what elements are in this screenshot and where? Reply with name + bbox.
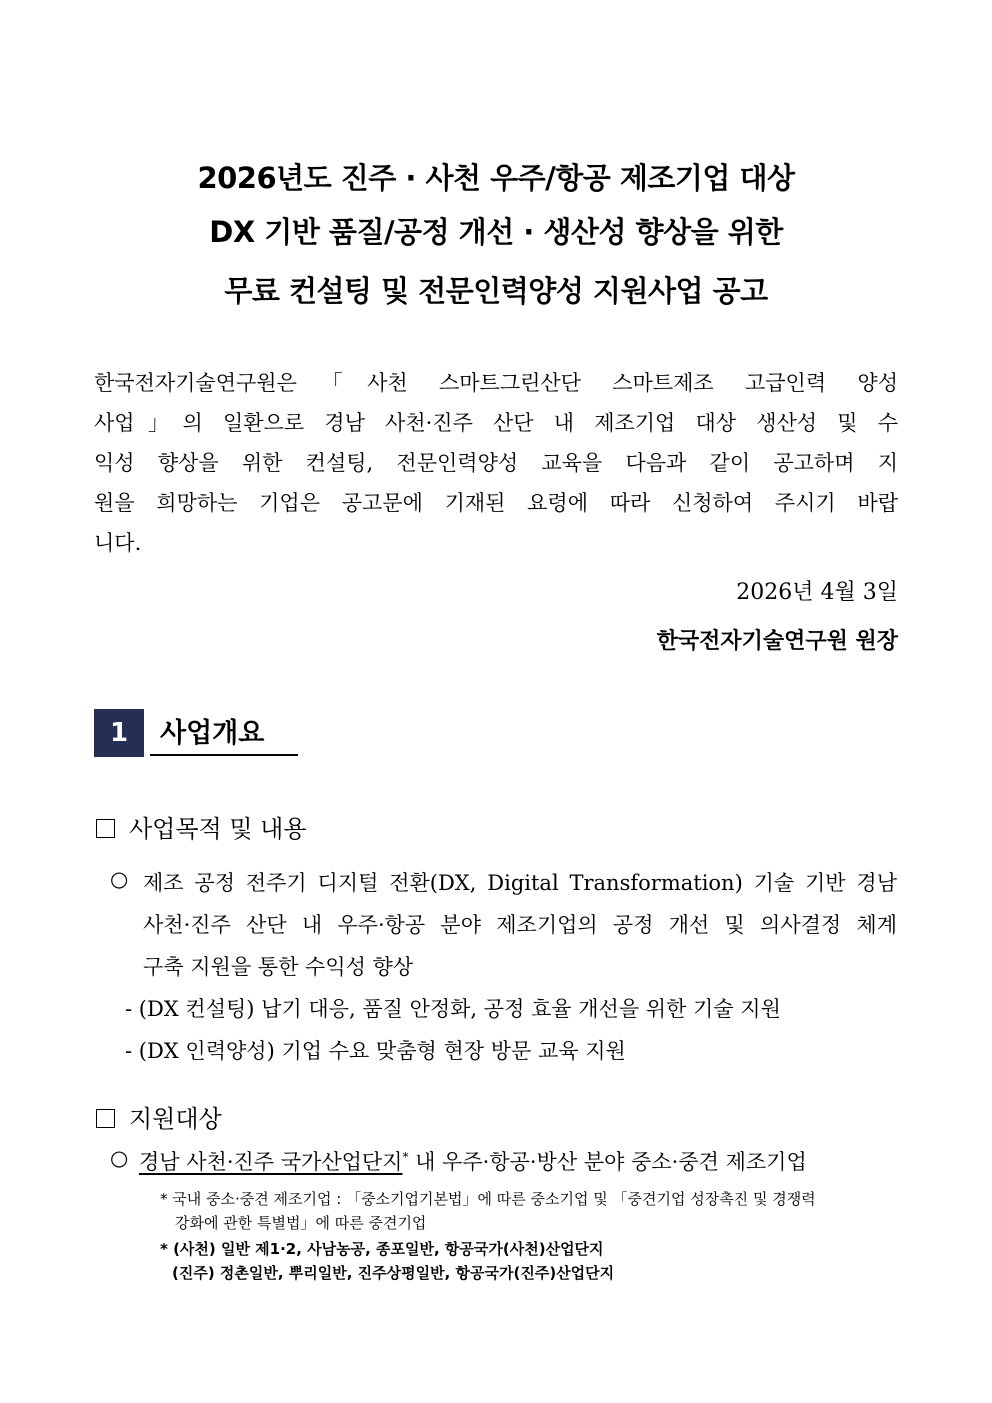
title-line-3: 무료 컨설팅 및 전문인력양성 지원사업 공고 bbox=[224, 274, 768, 308]
checkbox-square-icon bbox=[96, 819, 115, 838]
section-title: 사업개요 bbox=[160, 718, 265, 749]
purpose-heading-text: 사업목적 및 내용 bbox=[129, 815, 307, 843]
intro-line: 한국전자기술연구원은「사천 스마트그린산단 스마트제조 고급인력 양성 bbox=[94, 371, 898, 395]
purpose-bullet-mark: ○ bbox=[110, 867, 129, 891]
intro-line: 원을 희망하는 기업은 공고문에 기재된 요령에 따라 신청하여 주시기 바랍 bbox=[94, 491, 898, 515]
intro-line: 사업」의 일환으로 경남 사천·진주 산단 내 제조기업 대상 생산성 및 수 bbox=[94, 411, 898, 435]
footnote-line: 강화에 관한 특별법」에 따른 중견기업 bbox=[175, 1214, 427, 1232]
target-heading-text: 지원대상 bbox=[129, 1105, 222, 1133]
purpose-heading bbox=[96, 809, 307, 844]
footnote-line: * 국내 중소·중견 제조기업 : 「중소기업기본법」에 따른 중소기업 및 「중견기업 성장촉진 및 경쟁력 bbox=[160, 1190, 816, 1208]
target-bullet-mark: ○ bbox=[110, 1146, 129, 1170]
purpose-bullet-line: 제조 공정 전주기 디지털 전환(DX, Digital Transformation) 기술 기반 경남 bbox=[143, 871, 897, 895]
intro-paragraph bbox=[94, 363, 898, 563]
footnote-line: * (사천) 일반 제1·2, 사남농공, 종포일반, 항공국가(사천)산업단지 bbox=[160, 1240, 604, 1258]
purpose-bullet-line: 구축 지원을 통한 수익성 향상 bbox=[143, 955, 414, 979]
title-line-1: 2026년도 진주 · 사천 우주/항공 제조기업 대상 bbox=[197, 161, 795, 195]
checkbox-square-icon bbox=[96, 1109, 115, 1128]
target-heading bbox=[96, 1099, 222, 1134]
target-description: 내 우주·항공·방산 분야 중소·중견 제조기업 bbox=[408, 1150, 807, 1174]
footnote-line: (진주) 정촌일반, 뿌리일반, 진주상평일반, 항공국가(진주)산업단지 bbox=[172, 1264, 615, 1282]
title-line-2: DX 기반 품질/공정 개선 · 생산성 향상을 위한 bbox=[209, 215, 783, 249]
footnote-marker: * bbox=[402, 1150, 409, 1164]
announcement-date: 2026년 4월 3일 bbox=[736, 580, 898, 605]
purpose-bullet-line: 사천·진주 산단 내 우주·항공 분야 제조기업의 공정 개선 및 의사결정 체계 bbox=[143, 913, 897, 937]
section-title-underline bbox=[150, 754, 298, 756]
intro-line: 익성 향상을 위한 컨설팅, 전문인력양성 교육을 다음과 같이 공고하며 지 bbox=[94, 451, 898, 475]
issuer-name: 한국전자기술연구원 원장 bbox=[656, 629, 898, 654]
target-region-underlined: 경남 사천·진주 국가산업단지 bbox=[139, 1150, 403, 1174]
section-number-badge: 1 bbox=[94, 709, 144, 757]
purpose-sub-item: - (DX 인력양성) 기업 수요 맞춤형 현장 방문 교육 지원 bbox=[125, 1039, 626, 1063]
intro-line: 니다. bbox=[94, 531, 142, 555]
purpose-sub-item: - (DX 컨설팅) 납기 대응, 품질 안정화, 공정 효율 개선을 위한 기술 지원 bbox=[125, 997, 781, 1021]
target-bullet-line bbox=[139, 1146, 807, 1176]
